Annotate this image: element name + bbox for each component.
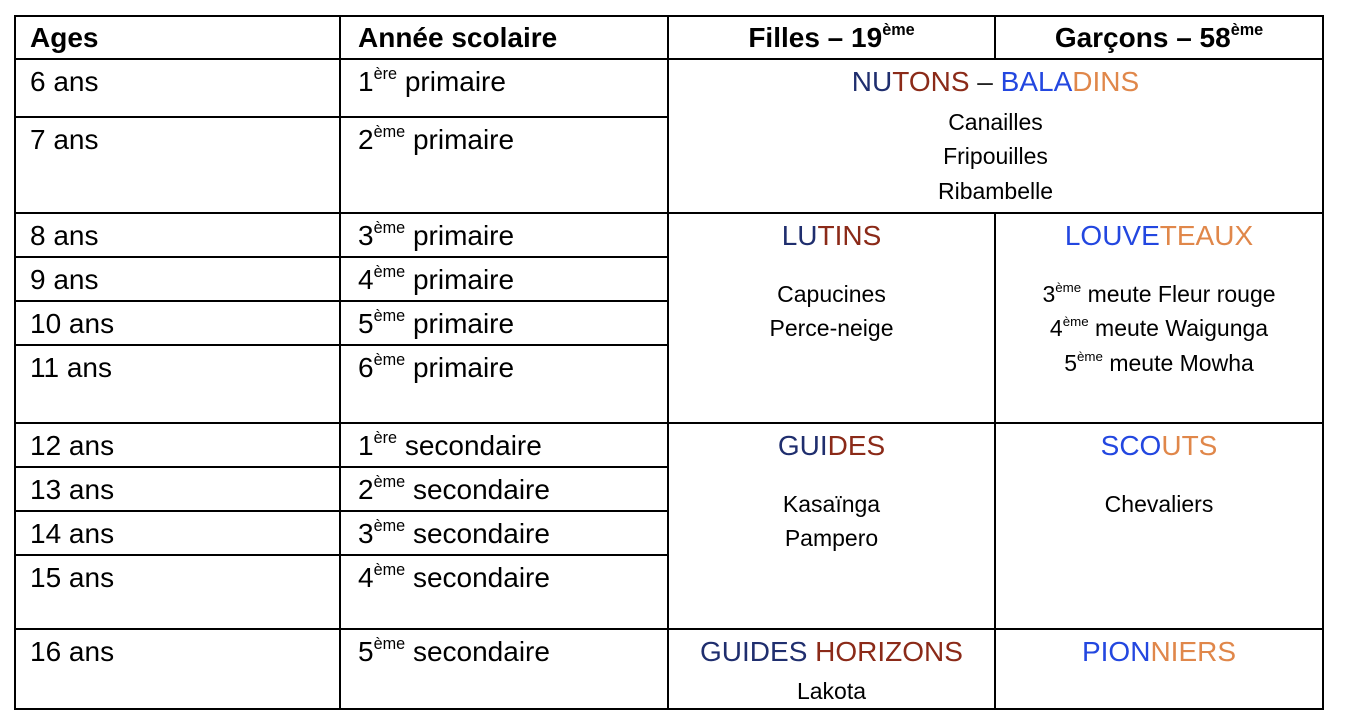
age-cell: 12 ans bbox=[30, 430, 115, 461]
row-line-10-11 bbox=[14, 344, 669, 346]
group-lutins-title: LUTINS bbox=[781, 220, 882, 251]
age-cell: 7 ans bbox=[30, 124, 99, 155]
school-year-cell: 6ème primaire bbox=[358, 350, 515, 383]
group-guides-title: GUIDES bbox=[777, 430, 886, 461]
school-year-cell: 4ème primaire bbox=[358, 262, 515, 295]
school-year-cell: 4ème secondaire bbox=[358, 560, 550, 593]
unit-name: Perce-neige bbox=[769, 315, 894, 341]
header-garcons-sup: ème bbox=[1230, 20, 1264, 39]
unit-name: Capucines bbox=[777, 281, 886, 307]
school-year-cell: 1ère primaire bbox=[358, 64, 506, 97]
school-year-cell: 5ème secondaire bbox=[358, 634, 550, 667]
header-annee-scolaire: Année scolaire bbox=[358, 22, 558, 53]
row-line-section-3 bbox=[14, 422, 1324, 424]
age-cell: 15 ans bbox=[30, 562, 115, 593]
row-line-13-14 bbox=[14, 510, 669, 512]
unit-name: Pampero bbox=[784, 525, 879, 551]
row-line-section-2 bbox=[14, 212, 1324, 214]
age-cell: 14 ans bbox=[30, 518, 115, 549]
unit-name: 3ème meute Fleur rouge bbox=[1042, 280, 1276, 307]
row-line-6-7 bbox=[14, 116, 669, 118]
unit-name: Fripouilles bbox=[943, 143, 1048, 169]
group-nutons-baladins-title: NUTONS – BALADINS bbox=[851, 66, 1140, 97]
row-line-9-10 bbox=[14, 300, 669, 302]
unit-name: 4ème meute Waigunga bbox=[1049, 314, 1269, 341]
row-line-12-13 bbox=[14, 466, 669, 468]
school-year-cell: 5ème primaire bbox=[358, 306, 515, 339]
table-border-bottom bbox=[14, 708, 1324, 710]
header-garcons-label: Garçons – 58 bbox=[1054, 22, 1231, 53]
unit-name: Kasaïnga bbox=[782, 491, 881, 517]
age-cell: 8 ans bbox=[30, 220, 99, 251]
school-year-cell: 2ème secondaire bbox=[358, 472, 550, 505]
row-line-14-15 bbox=[14, 554, 669, 556]
row-line-header bbox=[14, 58, 1324, 60]
header-filles-sup: ème bbox=[882, 20, 915, 39]
header-ages: Ages bbox=[30, 22, 99, 53]
group-louveteaux-title: LOUVETEAUX bbox=[1064, 220, 1254, 251]
school-year-cell: 1ère secondaire bbox=[358, 428, 542, 461]
unit-name: Ribambelle bbox=[937, 178, 1054, 204]
table-border-top bbox=[14, 15, 1324, 17]
header-filles-label: Filles – 19 bbox=[748, 22, 883, 53]
header-filles bbox=[669, 21, 994, 55]
age-cell: 13 ans bbox=[30, 474, 115, 505]
age-cell: 11 ans bbox=[30, 352, 112, 383]
group-scouts-title: SCOUTS bbox=[1100, 430, 1218, 461]
unit-name: 5ème meute Mowha bbox=[1064, 349, 1254, 376]
col-divider-1 bbox=[339, 15, 341, 710]
unit-name: Canailles bbox=[948, 109, 1043, 135]
unit-name: Lakota bbox=[796, 678, 867, 704]
row-line-8-9 bbox=[14, 256, 669, 258]
school-year-cell: 2ème primaire bbox=[358, 122, 515, 155]
school-year-cell: 3ème primaire bbox=[358, 218, 515, 251]
age-cell: 6 ans bbox=[30, 66, 99, 97]
table-border-left bbox=[14, 15, 16, 710]
age-cell: 9 ans bbox=[30, 264, 99, 295]
group-guides-horizons-title: GUIDES HORIZONS bbox=[700, 636, 963, 667]
school-year-cell: 3ème secondaire bbox=[358, 516, 550, 549]
unit-name: Chevaliers bbox=[1104, 491, 1214, 517]
age-cell: 10 ans bbox=[30, 308, 115, 339]
header-garcons bbox=[996, 21, 1322, 55]
age-cell: 16 ans bbox=[30, 636, 115, 667]
row-line-section-4 bbox=[14, 628, 1324, 630]
group-pionniers-title: PIONNIERS bbox=[1081, 636, 1237, 667]
table-border-right bbox=[1322, 15, 1324, 710]
